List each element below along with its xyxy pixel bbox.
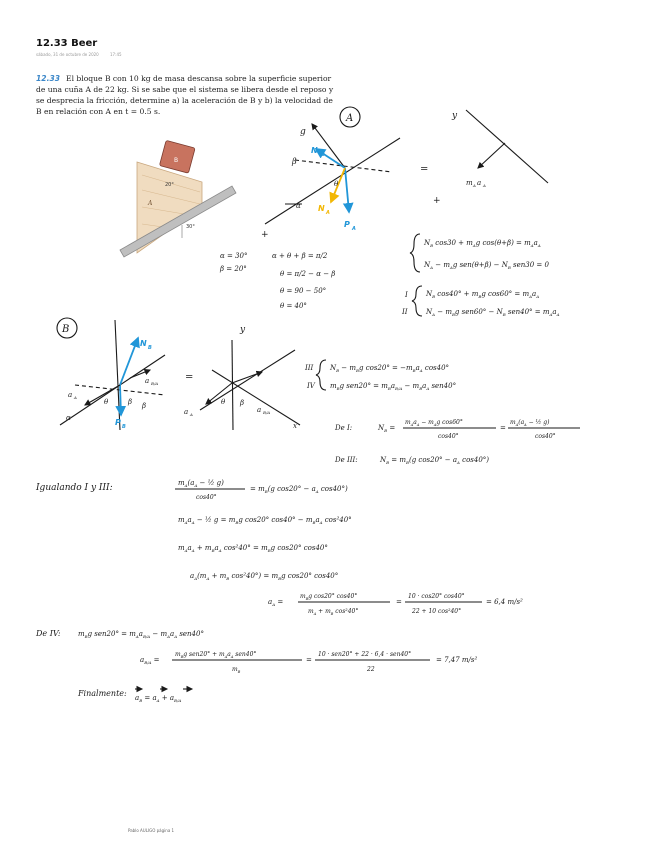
igualando	[35, 479, 523, 616]
svg-text:β = 20°: β = 20°	[220, 265, 247, 273]
de-iv	[35, 629, 477, 674]
system-a	[410, 234, 549, 272]
svg-text:B/A: B/A	[151, 381, 159, 386]
equals-b: =	[185, 372, 194, 383]
svg-text:g: g	[300, 127, 306, 137]
svg-text:θ = π/2 − α − β: θ = π/2 − α − β	[280, 270, 336, 278]
svg-text:cos40°: cos40°	[196, 494, 217, 501]
svg-text:Igualando I y III:: Igualando I y III:	[36, 483, 113, 493]
time-text: 17:45	[110, 52, 122, 57]
svg-text:A: A	[326, 210, 330, 216]
block-label: B	[174, 157, 179, 164]
svg-text:B: B	[122, 424, 126, 430]
svg-text:θ: θ	[221, 398, 226, 406]
svg-text:10 · cos20° cos40°: 10 · cos20° cos40°	[408, 593, 465, 600]
svg-text:aB = aA + aB/A: $a_B = a_A + a_{B/A}$	[135, 694, 182, 703]
svg-text:NA − mBg sen60° − NB sen40° =: $N_A - m_Bg$ $sen60^\circ - N_B$ $sen40^\circ = m_Aa_A$	[426, 308, 560, 317]
svg-text:III: III	[305, 364, 314, 372]
svg-text:I: I	[405, 291, 408, 299]
svg-text:aB/A =: $a_{B/A}$ =	[140, 656, 160, 665]
svg-text:a: a	[184, 408, 189, 416]
svg-text:De III:: De III:	[335, 456, 358, 464]
svg-text:=: =	[500, 424, 506, 432]
angle-relations	[219, 252, 335, 310]
svg-text:De IV:: De IV:	[36, 629, 61, 638]
svg-text:= 6,4 m/s²: = 6,4 m/s²	[486, 598, 523, 606]
finalmente	[77, 689, 192, 703]
svg-text:22: 22	[367, 666, 375, 673]
date-text: sábado, 31 de octubre de 2020	[36, 52, 99, 57]
svg-text:B: B	[148, 345, 152, 351]
kinetic-diagram-a	[433, 110, 548, 206]
fbd-b	[57, 318, 165, 430]
wedge-label: A	[148, 200, 153, 207]
svg-text:β: β	[128, 398, 133, 406]
svg-text:II: II	[402, 308, 408, 316]
svg-text:= mB(g cos20° − aA cos40°): = $m_B(g$ $\cos 20^\circ - a_A$ cos40°)	[250, 485, 348, 494]
svg-text:α: α	[66, 414, 71, 422]
equals-a: =	[420, 164, 429, 175]
problem-figure	[120, 140, 236, 257]
svg-text:=: =	[396, 598, 402, 606]
svg-text:Finalmente:: Finalmente:	[78, 689, 127, 698]
svg-text:mBg sen20° = mBaB/A − mBaA sen: $m_Bg$ $sen20^\circ = m_Ba_{B/A} - m_Ba_A$ sen40°	[330, 382, 457, 391]
svg-text:β: β	[240, 399, 245, 407]
svg-text:NB cos40° + mBg cos60° = mAaA: $N_B$ $\cos 40^\circ + m_Bg$ $\cos 60^\circ = m_Aa_A$	[426, 290, 540, 299]
kinetic-diagram-b	[184, 325, 300, 430]
angle-top-label: 20°	[165, 182, 174, 188]
svg-text:θ = 90 − 50°: θ = 90 − 50°	[280, 287, 327, 295]
svg-text:A: A	[483, 183, 486, 188]
svg-text:m: m	[466, 179, 473, 187]
svg-text:mAaA + mBaA cos²40° = mBg cos2: $m_Aa_A + m_Ba_A$ $\cos^240^\circ = m_Bg$ cos20° cos40°	[178, 544, 328, 553]
svg-text:B: B	[321, 152, 325, 158]
svg-text:A: A	[190, 412, 193, 417]
svg-text:NA − mAg sen(θ+β) − NB sen30 =: $N_A - m_Ag$ $sen(\theta+\beta) - N_B$ sen30 = 0	[424, 261, 549, 270]
de-iii	[334, 456, 489, 465]
svg-text:cos40°: cos40°	[535, 433, 556, 440]
svg-text:IV: IV	[307, 382, 315, 390]
svg-text:a: a	[145, 377, 150, 385]
problem-number: 12.33	[36, 74, 61, 83]
svg-text:θ: θ	[334, 180, 339, 188]
angle-bottom-label: 30°	[186, 224, 195, 230]
svg-text:θ: θ	[104, 398, 109, 406]
svg-text:a: a	[257, 406, 262, 414]
svg-text:NB cos30 + mAg cos(θ+β) = mAaA: $N_B$ $\cos 30 + m_Ag$ $\cos(\theta+\beta) = m_Aa_A$	[424, 239, 541, 248]
svg-text:mBg sen20° = mAaB/A − mAaA sen: $m_Bg$ $sen20^\circ = m_Aa_{B/A} - m_Aa_A$ sen40°	[78, 630, 204, 639]
svg-text:=: =	[306, 656, 312, 664]
svg-text:P: P	[115, 418, 121, 427]
fbd-a	[261, 107, 400, 240]
page-footer: Pablo AULIGO página 1	[128, 828, 175, 833]
svg-text:y: y	[240, 325, 246, 335]
svg-text:mA(aA − ½ g): $m_A(a_A$ − ½ g)	[178, 479, 224, 488]
svg-text:mBg sen20° + mAaA sen40°: $m_Bg$ $sen20^\circ + m_Aa_A$ sen40°	[175, 651, 257, 659]
svg-text:mB: $m_B$	[232, 666, 241, 674]
svg-text:+: +	[261, 230, 269, 240]
svg-text:= 7,47 m/s²: = 7,47 m/s²	[436, 656, 478, 664]
page-title: 12.33 Beer	[36, 38, 98, 49]
system-c	[304, 360, 456, 391]
svg-text:α = 30°: α = 30°	[220, 252, 248, 260]
svg-text:N: N	[318, 204, 325, 213]
svg-text:A: A	[352, 226, 356, 232]
de-i	[334, 419, 580, 440]
svg-text:N: N	[311, 146, 318, 155]
svg-text:NB =: $N_B$ =	[378, 424, 396, 433]
svg-text:mAaA − ½ g = mBg cos20° cos40°: $m_Aa_A$ − ½ $g = m_Bg$ cos20° $\cos 40^\circ - m_Ba_A$ cos²40°	[178, 516, 352, 525]
svg-text:B: B	[62, 324, 70, 335]
system-b	[401, 286, 560, 317]
svg-text:aA =: $a_A$ =	[268, 598, 284, 607]
svg-text:N: N	[140, 339, 147, 348]
svg-text:De I:: De I:	[335, 424, 353, 432]
svg-text:A: A	[346, 113, 354, 124]
svg-text:10 · sen20° + 22 · 6,4 · sen40: 10 · sen20° + 22 · 6,4 · sen40°	[318, 651, 412, 658]
svg-text:a: a	[477, 179, 482, 187]
svg-text:NB = mB(g cos20° − aA cos40°): $N_B = m_B(g$ $\cos 20^\circ - a_A$ cos40°)	[380, 456, 490, 465]
svg-text:aA(mA + mB cos²40°) = mBg cos2: $a_A(m_A + m_B$ $\cos^240^\circ) = m_Bg$ cos20° cos40°	[190, 572, 339, 581]
svg-text:mA + mB cos²40°: $m_A + m_B$ cos²40°	[308, 608, 359, 616]
svg-text:y: y	[452, 111, 458, 121]
svg-text:B/A: B/A	[263, 410, 271, 415]
svg-text:mBg cos20° cos40°: $m_Bg$ cos20° cos40°	[300, 593, 358, 601]
problem-text: El bloque B con 10 kg de masa descansa sobre la superficie superior de una cuña A de 22 kg. Si se sabe que el sistema se libera desde el reposo y se desprecia la fricción, determine a) la aceleración de B y b) la velocidad de B en relación con A en t = 0.5 s.	[36, 74, 334, 116]
svg-text:P: P	[344, 220, 350, 229]
svg-text:A: A	[473, 183, 476, 188]
svg-text:x: x	[293, 422, 297, 430]
svg-text:mAaA − mAg cos60°: $m_Aa_A - m_Ag$ cos60°	[405, 419, 463, 427]
svg-text:+: +	[433, 196, 441, 206]
svg-text:22 + 10 cos²40°: 22 + 10 cos²40°	[412, 608, 462, 615]
svg-text:NB − mBg cos20° = −mBaA cos40°: $N_B - m_Bg$ $\cos 20^\circ = -m_Ba_A$ cos40°	[330, 364, 450, 373]
svg-text:a: a	[68, 391, 73, 399]
svg-text:α: α	[296, 202, 301, 210]
svg-text:α + θ + β = π/2: α + θ + β = π/2	[272, 252, 328, 260]
svg-text:mA(aA − ½ g): $m_A(a_A$ − ½ g)	[510, 419, 550, 427]
svg-text:θ = 40°: θ = 40°	[280, 302, 307, 310]
svg-text:β: β	[142, 402, 147, 410]
svg-text:A: A	[74, 395, 77, 400]
svg-text:β: β	[292, 157, 297, 166]
svg-text:cos40°: cos40°	[438, 433, 459, 440]
